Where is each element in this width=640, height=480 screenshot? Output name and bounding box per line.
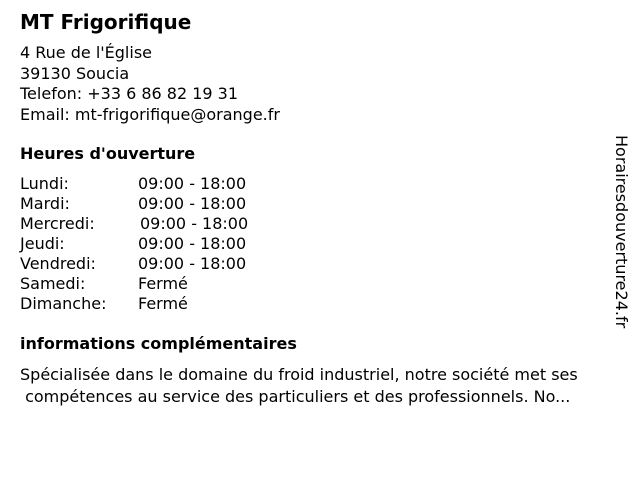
info-heading: informations complémentaires (20, 334, 297, 353)
hours-day: Lundi: (20, 174, 69, 193)
address-city: 39130 Soucia (20, 63, 130, 83)
phone-line: Telefon: +33 6 86 82 19 31 (20, 84, 239, 103)
hours-time: 09:00 - 18:00 (138, 194, 247, 213)
hours-day: Dimanche: (20, 294, 107, 313)
business-title: MT Frigorifique (20, 10, 192, 34)
hours-day: Vendredi: (20, 254, 96, 273)
hours-time: Fermé (138, 294, 188, 313)
hours-time: 09:00 - 18:00 (138, 234, 247, 253)
hours-time: 09:00 - 18:00 (140, 214, 249, 233)
hours-day: Mardi: (20, 194, 70, 213)
hours-time: 09:00 - 18:00 (138, 254, 247, 273)
info-line: Spécialisée dans le domaine du froid industriel, notre société met ses (20, 365, 578, 384)
hours-day: Samedi: (20, 274, 86, 293)
info-line: compétences au service des particuliers et des professionnels. No... (20, 387, 571, 406)
address-street: 4 Rue de l'Église (20, 43, 152, 62)
email-line: Email: mt-frigorifique@orange.fr (20, 104, 280, 124)
hours-day: Jeudi: (20, 234, 65, 253)
hours-time: 09:00 - 18:00 (138, 174, 247, 193)
hours-time: Fermé (138, 274, 188, 293)
watermark-text: Horairesdouverture24.fr (612, 135, 631, 329)
info-text (20, 364, 632, 408)
hours-day: Mercredi: (20, 214, 95, 233)
business-contact (20, 43, 280, 125)
hours-heading: Heures d'ouverture (20, 144, 196, 163)
